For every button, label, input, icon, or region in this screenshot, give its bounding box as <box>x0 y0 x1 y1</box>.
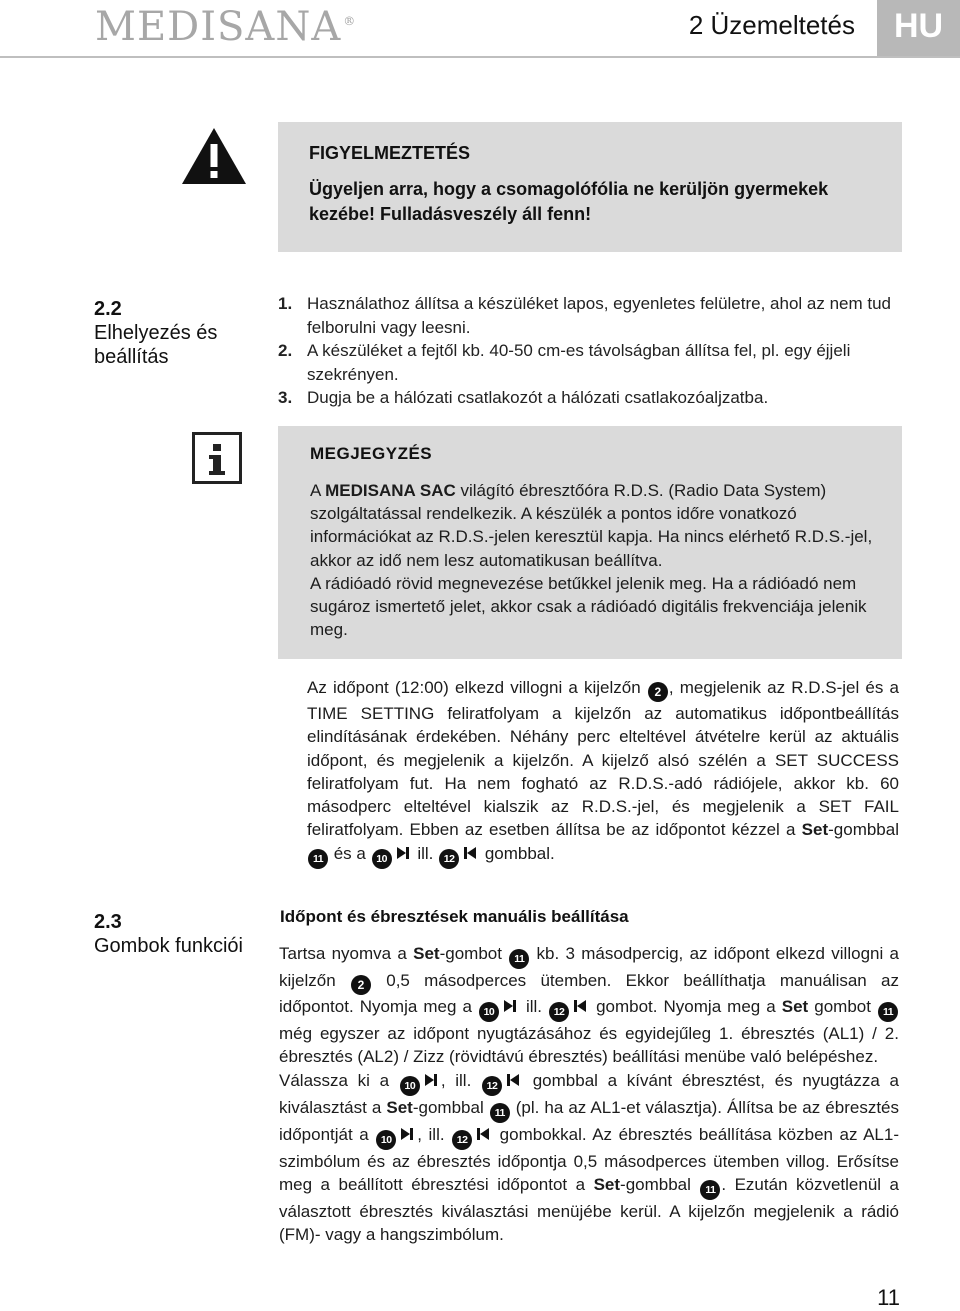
skip-previous-icon <box>476 1127 490 1141</box>
list-item: 2. A készüléket a fejtől kb. 40-50 cm-es távolságban állítsa fel, pl. egy éjjeli szekrényen. <box>278 341 851 384</box>
setup-steps-list <box>278 292 902 410</box>
display-ref-badge: 2 <box>351 975 371 995</box>
list-item: 3. Dugja be a hálózati csatlakozót a hálózati csatlakozóaljzatba. <box>278 388 769 407</box>
warning-triangle-icon <box>180 126 248 186</box>
note-text: A MEDISANA SAC világító ébresztőóra R.D.S. (Radio Data System) szolgáltatással rendelkezik. A készülék a pontos időre vonatkozó információkat az R.D.S.-jelen keresztül kapja. Ha nincs elérhető R.D.S.-jel, akkor az idő nem lesz automatikusan beállítva. A rádióadó rövid megnevezése betűkkel jelenik meg. Ha a rádióadó nem sugároz ismertető jelet, akkor csak a rádióadó digitális frekvenciája jelenik meg. <box>310 481 873 640</box>
next-button-ref-badge: 10 <box>400 1076 420 1096</box>
skip-next-icon <box>400 1127 414 1141</box>
prev-button-ref-badge: 12 <box>549 1002 569 1022</box>
skip-previous-icon <box>463 846 477 860</box>
time-setting-paragraph: Az időpont (12:00) elkezd villogni a kijelzőn 2 , megjelenik az R.D.S-jel és a TIME SETTING feliratfolyam a kijelzőn az automatikus időpontbeállítás elindításának érdekében. Néhány perc elteltével átvételre kerül az aktuális időpont, és megjelenik a kijelzőn. A kijelző alsó szélén a SET SUCCESS feliratfolyam fut. Ha nem fogható az R.D.S.-adó rádiójele, akkor kb. 60 másodperc elteltével kialszik az R.D.S.-jel, és megjelenik a SET FAIL feliratfolyam. Ebben az esetben állítsa be az időpontot kézzel a Set-gombbal 11 és a 10 ill. 12 gombbal. <box>307 676 899 869</box>
set-button-ref-badge: 11 <box>490 1103 510 1123</box>
subsection-title: Időpont és ébresztések manuális beállítása <box>280 907 629 926</box>
page-number: 11 <box>877 1285 900 1310</box>
skip-previous-icon <box>573 999 587 1013</box>
set-button-ref-badge: 11 <box>308 849 328 869</box>
section-heading-2-3: 2.3 Gombok funkciói <box>94 911 243 957</box>
warning-text: Ügyeljen arra, hogy a csomagolófólia ne kerüljön gyermekek kezébe! Fulladásveszély áll fenn! <box>309 179 829 224</box>
language-tab: HU <box>877 0 960 56</box>
prev-button-ref-badge: 12 <box>452 1130 472 1150</box>
note-title: MEGJEGYZÉS <box>310 444 433 463</box>
skip-previous-icon <box>506 1073 520 1087</box>
manual-setting-paragraph: Tartsa nyomva a Set-gombot 11 kb. 3 másodpercig, az időpont elkezd villogni a kijelzőn 2 0,5 másodperces ütemben. Ekkor beállíthatja manuálisan az időpontot. Nyomja meg a 10 ill. 12 gombot. Nyomja meg a Set gombot 11 még egyszer az időpont nyugtázásához és egyidejűleg 1. ébresztés (AL1) / 2. ébresztés (AL2) / Zizz (rövidtávú ébresztés) beállítási menübe való belépéshez. Válassza ki a 10 , ill. 12 gombbal a kívánt ébresztést, és nyugtázza a kiválasztást a Set-gombbal 11 (pl. ha az AL1-et választja). Állítsa be az ébresztés időpontját a 10 , ill. 12 gombokkal. Az ébresztés beállítása közben az AL1-szimbólum és az ébresztés időpontja 0,5 másodperces ütemben villog. Erősítse meg a beállított ébresztési időpontot a Set-gombbal 11 . Ezután közvetlenül a választott ébresztés kiválasztási menüjébe kerül. A kijelzőn megjelenik a rádió (FM)- vagy a hangszimbólum. <box>279 944 899 1245</box>
next-button-ref-badge: 10 <box>376 1130 396 1150</box>
section-heading-2-2: 2.2 Elhelyezés és beállítás <box>94 298 218 368</box>
skip-next-icon <box>396 846 410 860</box>
prev-button-ref-badge: 12 <box>482 1076 502 1096</box>
header-divider <box>0 56 960 58</box>
next-button-ref-badge: 10 <box>479 1002 499 1022</box>
list-item: 1. Használathoz állítsa a készüléket lapos, egyenletes felületre, ahol az nem tud felborulni vagy leesni. <box>278 294 892 337</box>
set-button-ref-badge: 11 <box>878 1002 898 1022</box>
set-button-ref-badge: 11 <box>509 949 529 969</box>
skip-next-icon <box>424 1073 438 1087</box>
display-ref-badge: 2 <box>648 682 668 702</box>
brand-logo: MEDISANA ® <box>95 4 357 50</box>
set-button-ref-badge: 11 <box>700 1180 720 1200</box>
section-header: 2 Üzemeltetés <box>688 10 855 40</box>
warning-title: FIGYELMEZTETÉS <box>309 143 471 163</box>
next-button-ref-badge: 10 <box>372 849 392 869</box>
skip-next-icon <box>503 999 517 1013</box>
prev-button-ref-badge: 12 <box>439 849 459 869</box>
info-icon <box>192 432 242 484</box>
